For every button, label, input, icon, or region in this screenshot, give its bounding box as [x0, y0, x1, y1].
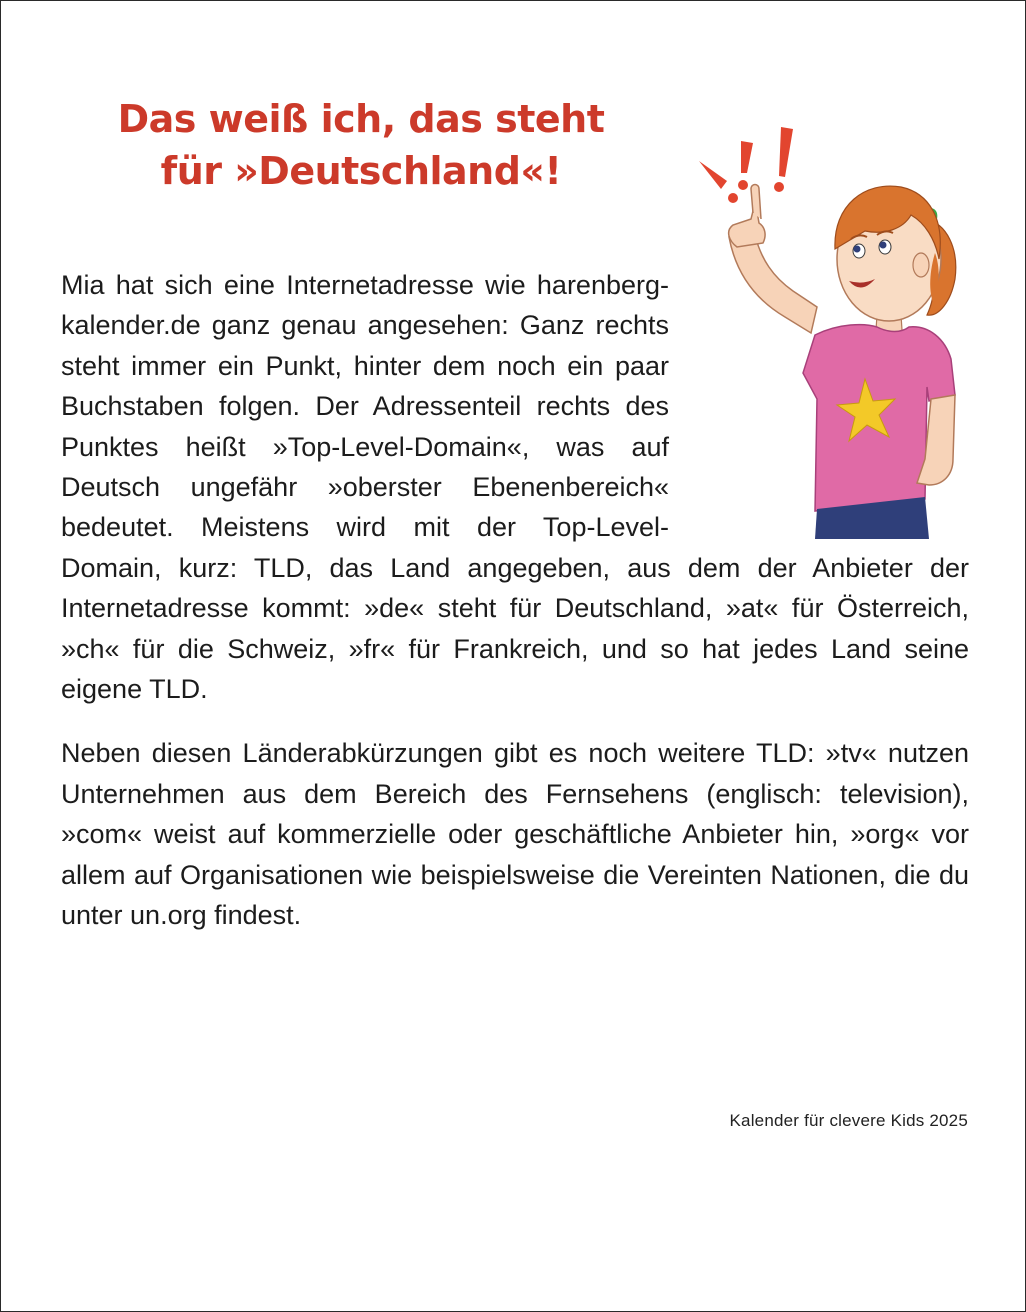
footer-caption: Kalender für clevere Kids 2025 — [729, 1111, 968, 1130]
paragraph-1: Mia hat sich eine Internetadresse wie harenberg-kalender.de ganz genau angesehen: Ganz rechts steht immer ein Punkt, hinter dem noch ein paar Buchstaben folgen. Der Adressenteil rechts des Punktes heißt »Top-Level-Domain«, was auf Deutsch ungefähr »oberster Ebenenbereich« bedeutet. Meistens wird mit der Top-Level-Domain, kurz: TLD, das Land angegeben, aus dem der Anbieter der Internetadresse kommt: »de« steht für Deutschland, »at« für Österreich, »ch« für die Schweiz, »fr« für Frankreich, und so hat jedes Land seine eigene TLD. — [61, 270, 969, 705]
exclamation-marks-icon — [699, 127, 793, 203]
article-body — [61, 265, 969, 936]
title-line-1: Das weiß ich, das steht — [117, 97, 605, 141]
illustration-spacer — [669, 265, 969, 537]
page-title — [81, 93, 641, 197]
title-line-2: für »Deutschland«! — [160, 149, 562, 193]
paragraph-2: Neben diesen Länderabkürzungen gibt es noch weitere TLD: »tv« nutzen Unternehmen aus dem Bereich des Fernsehens (englisch: television), »com« weist auf kommerzielle oder geschäftliche Anbieter hin, »org« vor allem auf Organisationen wie beispielsweise die Vereinten Nationen, die du unter un.org findest. — [61, 738, 969, 931]
